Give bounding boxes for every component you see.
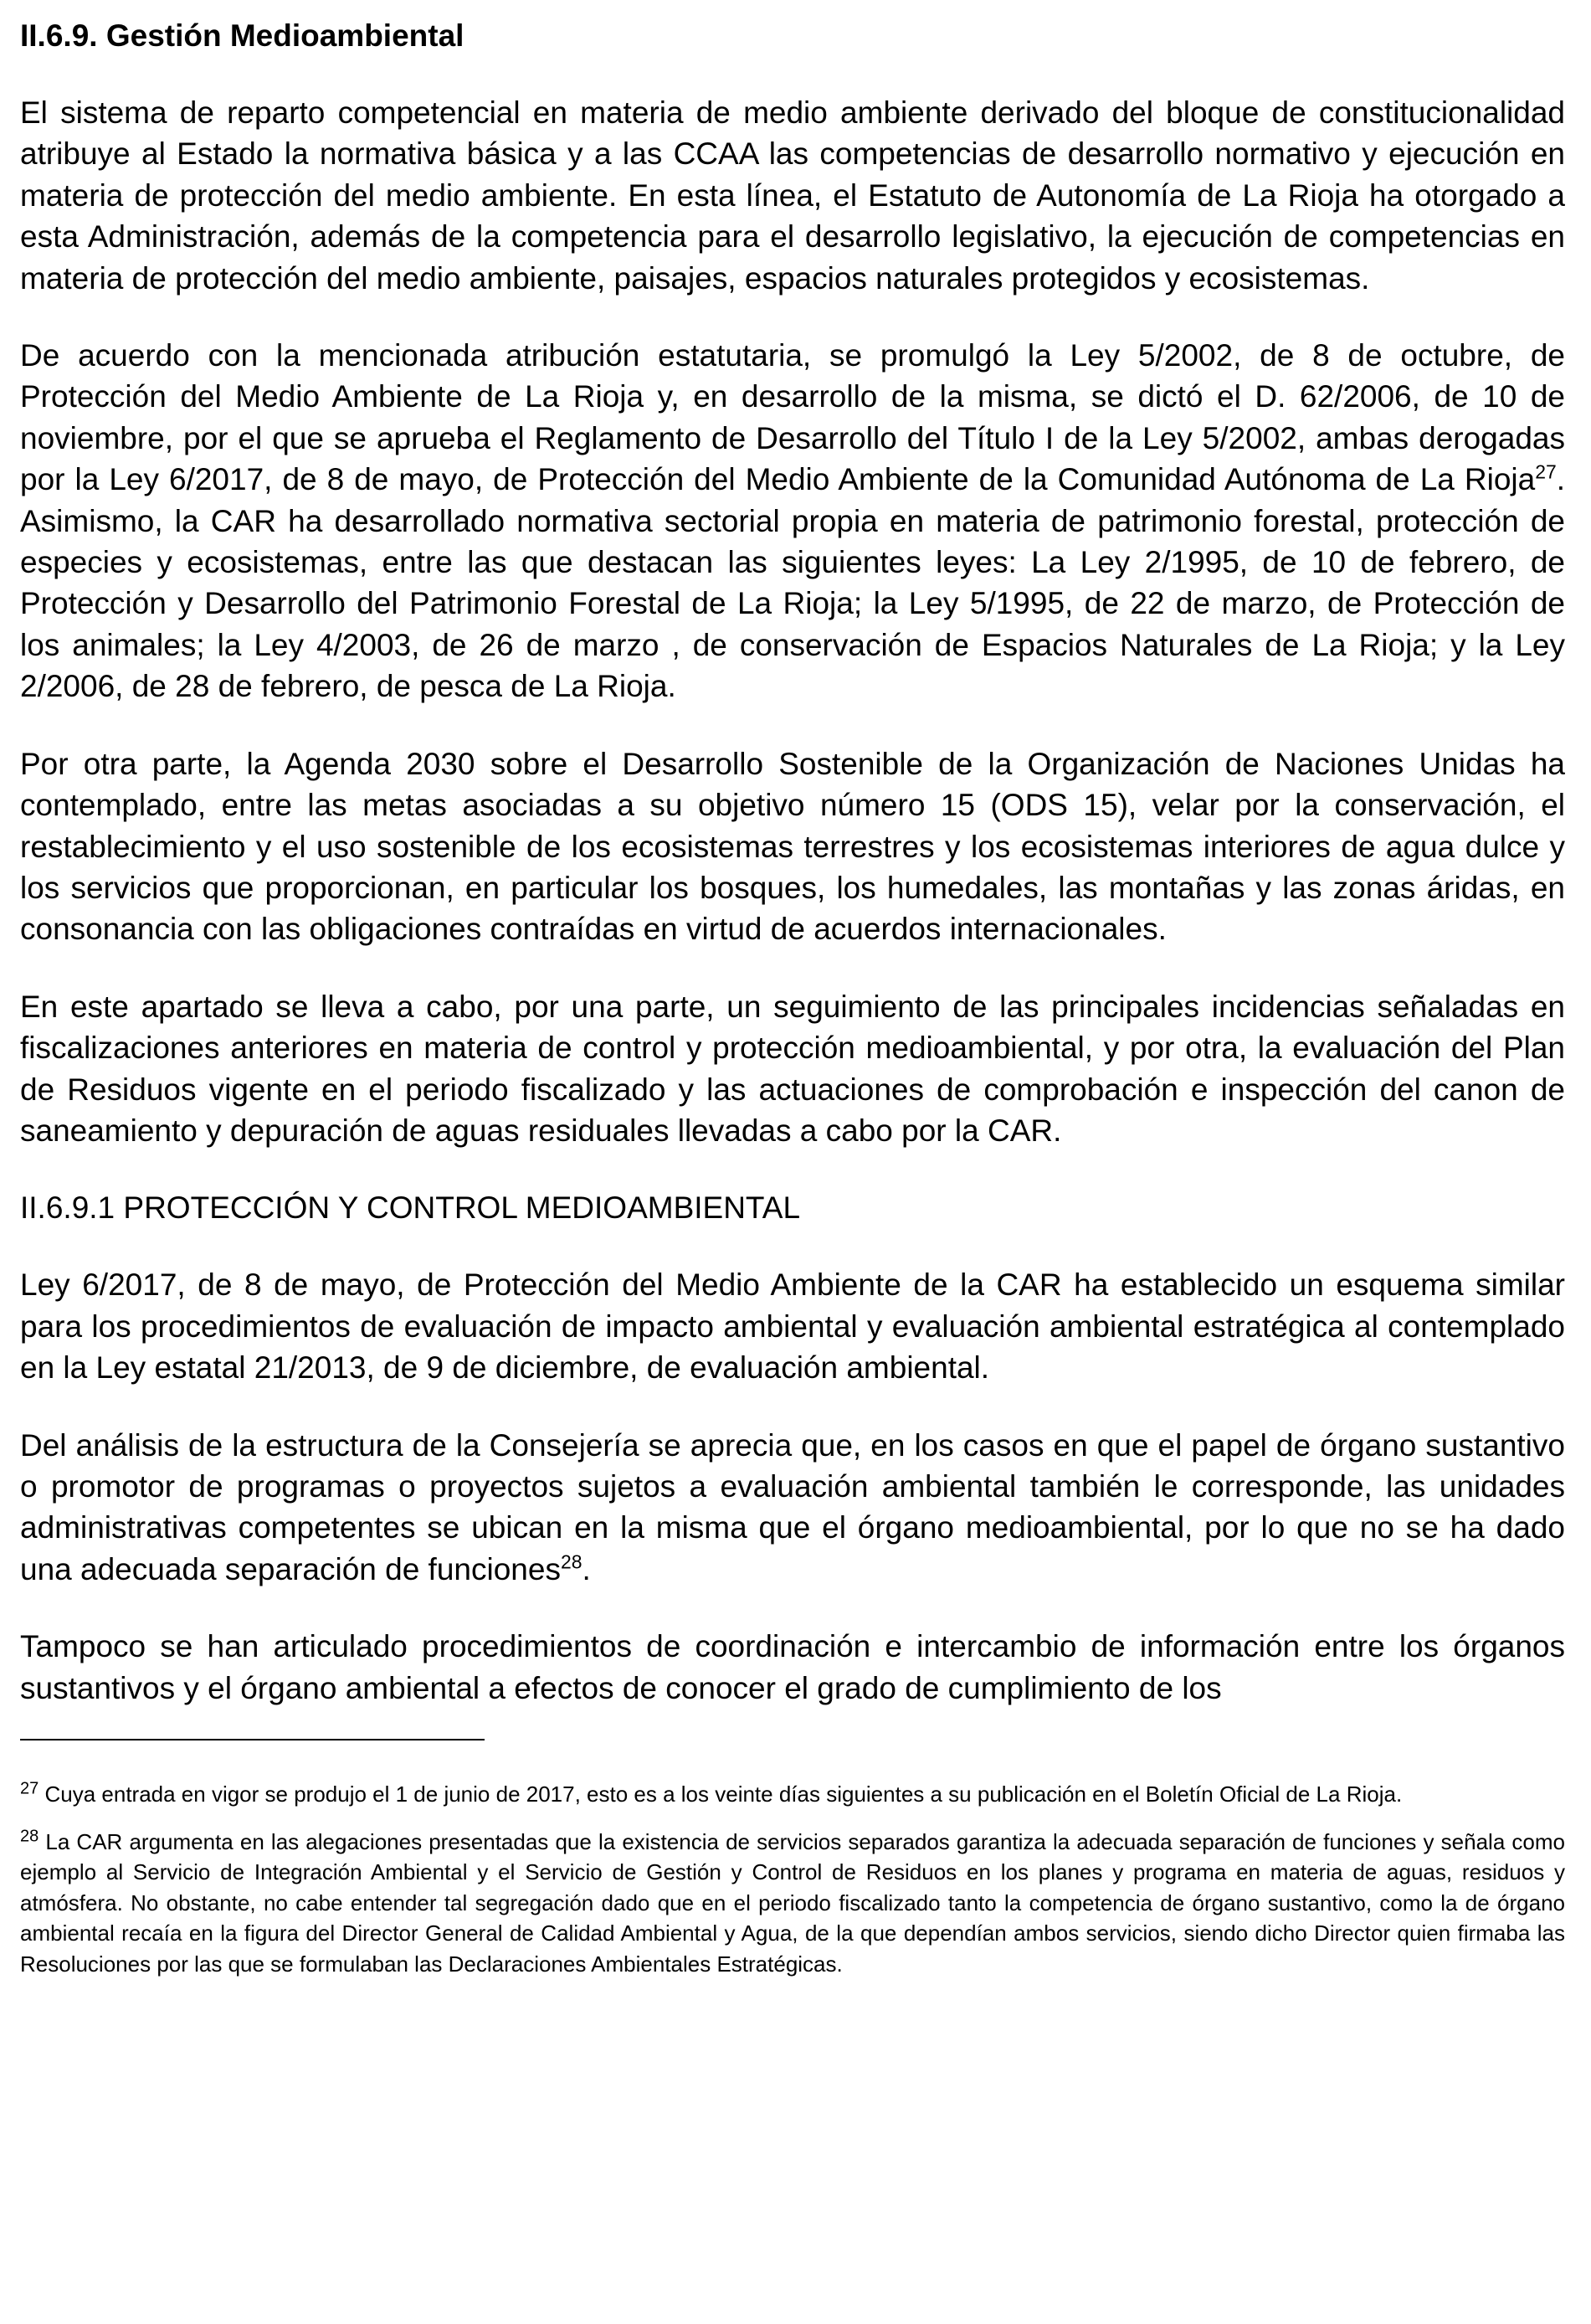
document-page: [20, 15, 1565, 1997]
footnote-divider: [20, 1739, 485, 1740]
subsection-heading: II.6.9.1 PROTECCIÓN Y CONTROL MEDIOAMBIENTAL: [20, 1190, 801, 1226]
footnote-ref-28[interactable]: 28: [560, 1550, 583, 1573]
footnote-27: [20, 1779, 1565, 1810]
paragraph-ley-5-2002: [20, 335, 1565, 707]
paragraph-tampoco: Tampoco se han articulado procedimientos de coordinación e intercambio de información entre los órganos sustantivos y el órgano ambiental a efectos de conocer el grado de cumplimiento de los: [20, 1629, 1565, 1705]
footnote-ref-27[interactable]: 27: [1535, 460, 1557, 483]
paragraph-apartado: En este apartado se lleva a cabo, por una parte, un seguimiento de las principales incidencias señaladas en fiscalizaciones anteriores en materia de control y protección medioambiental, y por otra, la evaluación del Plan de Residuos vigente en el periodo fiscalizado y las actuaciones de comprobación e inspección del canon de saneamiento y depuración de aguas residuales llevadas a cabo por la CAR.: [20, 989, 1565, 1148]
paragraph-analisis-text-before: Del análisis de la estructura de la Consejería se aprecia que, en los casos en que el papel de órgano sustantivo o promotor de programas o proyectos sujetos a evaluación ambiental también le corresponde, las unidades administrativas competentes se ubican en la misma que el órgano medioambiental, por lo que no se ha dado una adecuada separación de funciones: [20, 1427, 1565, 1586]
footnote-text: La CAR argumenta en las alegaciones presentadas que la existencia de servicios separados garantiza la adecuada separación de funciones y señala como ejemplo al Servicio de Integración Ambiental y el Servicio de Gestión y Control de Residuos en los planes y programa en materia de aguas, residuos y atmósfera. No obstante, no cabe entender tal segregación dado que en el periodo fiscalizado tanto la competencia de órgano sustantivo, como la de órgano ambiental recaía en la figura del Director General de Calidad Ambiental y Agua, de la que dependían ambos servicios, siendo dicho Director quien firmaba las Resoluciones por las que se formulaban las Declaraciones Ambientales Estratégicas.: [20, 1828, 1565, 1977]
paragraph-ley-text-after: . Asimismo, la CAR ha desarrollado normativa sectorial propia en materia de patrimonio forestal, protección de especies y ecosistemas, entre las que destacan las siguientes leyes: La Ley 2/1995, de 10 de febrero, de Protección y Desarrollo del Patrimonio Forestal de La Rioja; la Ley 5/1995, de 22 de marzo, de Protección de los animales; la Ley 4/2003, de 26 de marzo , de conservación de Espacios Naturales de La Rioja; y la Ley 2/2006, de 28 de febrero, de pesca de La Rioja.: [20, 462, 1565, 704]
paragraph-analisis-text-after: .: [582, 1551, 591, 1586]
footnote-number: 28: [20, 1826, 39, 1845]
paragraph-analisis-consejeria: [20, 1425, 1565, 1591]
paragraph-ley-text-before: De acuerdo con la mencionada atribución estatutaria, se promulgó la Ley 5/2002, de 8 de octubre, de Protección del Medio Ambiente de La Rioja y, en desarrollo de la misma, se dictó el D. 62/2006, de 10 de noviembre, por el que se aprueba el Reglamento de Desarrollo del Título I de la Ley 5/2002, ambas derogadas por la Ley 6/2017, de 8 de mayo, de Protección del Medio Ambiente de la Comunidad Autónoma de La Rioja: [20, 338, 1565, 497]
paragraph-agenda-2030: Por otra parte, la Agenda 2030 sobre el Desarrollo Sostenible de la Organización de Naciones Unidas ha contemplado, entre las metas asociadas a su objetivo número 15 (ODS 15), velar por la conservación, el restablecimiento y el uso sostenible de los ecosistemas terrestres y los ecosistemas interiores de agua dulce y los servicios que proporcionan, en particular los bosques, los humedales, las montañas y las zonas áridas, en consonancia con las obligaciones contraídas en virtud de acuerdos internacionales.: [20, 746, 1565, 947]
footnote-text: Cuya entrada en vigor se produjo el 1 de junio de 2017, esto es a los veinte días siguientes a su publicación en el Boletín Oficial de La Rioja.: [38, 1782, 1403, 1807]
footnote-number: 27: [20, 1779, 39, 1798]
paragraph-competencias: El sistema de reparto competencial en materia de medio ambiente derivado del bloque de constitucionalidad atribuye al Estado la normativa básica y a las CCAA las competencias de desarrollo normativo y ejecución en materia de protección del medio ambiente. En esta línea, el Estatuto de Autonomía de La Rioja ha otorgado a esta Administración, además de la competencia para el desarrollo legislativo, la ejecución de competencias en materia de protección del medio ambiente, paisajes, espacios naturales protegidos y ecosistemas.: [20, 95, 1565, 296]
paragraph-ley-6-2017: Ley 6/2017, de 8 de mayo, de Protección del Medio Ambiente de la CAR ha establecido un esquema similar para los procedimientos de evaluación de impacto ambiental y evaluación ambiental estratégica al contemplado en la Ley estatal 21/2013, de 9 de diciembre, de evaluación ambiental.: [20, 1267, 1565, 1386]
footnote-28: [20, 1827, 1565, 1980]
section-heading: II.6.9. Gestión Medioambiental: [20, 18, 464, 53]
